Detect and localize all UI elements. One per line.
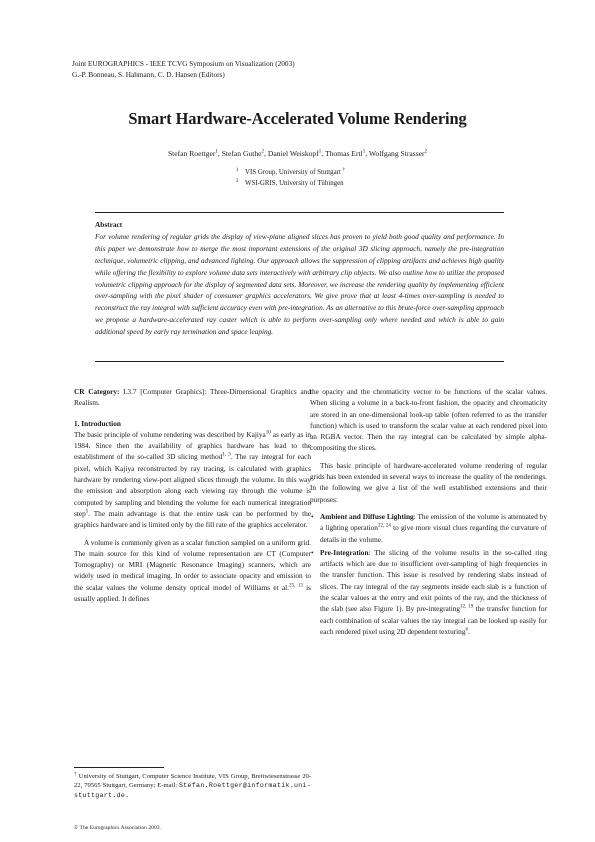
abstract-text: For volume rendering of regular grids the display of view-plane aligned slices has proven to yield both good quality and performance. In this paper we demonstrate how to merge the most important extensions of the original 3D slicing approach, namely the pre-integration technique, volumetric clipping, and advanced lighting. Our approach allows the suppression of clipping artifacts and achieves high quality while offering the flexibility to explore volume data sets interactively with arbitrary clip objects. We also outline how to utilize the proposed volumetric clipping approach for the display of segmented data sets. Moreover, we increase the rendering quality by implementing efficient over-sampling with the pixel shader of consumer graphics accelerators. We give prove that at least 4-times over-sampling is needed to reconstruct the ray integral with sufficient accuracy even with pre-integration. As an alternative to this brute-force over-sampling approach we propose a hardware-accelerated ray caster which is able to perform over-sampling only where needed and which is able to gain additional speed by early ray termination and space leaping. xyxy=(95,231,504,337)
author-affil-ref: 1 xyxy=(318,149,322,155)
author-sep: , xyxy=(264,149,268,158)
list-item-text: the transfer function for each combination of scalar values the ray integral can be looked up easily for each rendered pixel using 2D dependent texturing xyxy=(320,604,548,636)
author-sep: , xyxy=(321,149,325,158)
footnote-rule xyxy=(74,767,164,768)
footnote-text: University of Stuttgart, Computer Science Institute, VIS Group, Breitwiesenstrasse 20-22, 70565 Stuttgart, Germany; E-mail: xyxy=(74,773,312,790)
cr-category-label: CR Category: xyxy=(74,387,120,396)
abstract-heading: Abstract xyxy=(95,220,123,229)
abstract-top-rule xyxy=(95,212,504,213)
citation: 25, 13 xyxy=(288,583,303,589)
footnote xyxy=(74,772,311,800)
editors-line: G.-P. Bonneau, S. Hahmann, C. D. Hansen (Editors) xyxy=(72,70,225,79)
author-affil-ref: 2 xyxy=(261,149,265,155)
author-list xyxy=(0,149,595,158)
paragraph-text: . The main advantage is that the entire task can be performed by the graphics hardware and is limited only by the fill rate of the graphics accelerator. xyxy=(74,508,311,530)
affiliation-line: $^2$ WSI-GRIS, University of Tübingen xyxy=(236,178,344,187)
list-item-text: . xyxy=(467,626,470,636)
author-sep: , xyxy=(217,149,222,158)
footnote-mark: † xyxy=(74,771,77,777)
affiliation-footnote-mark: † xyxy=(342,167,346,173)
author-name: Thomas Ertl xyxy=(324,149,363,158)
cr-category xyxy=(74,386,311,409)
list-item-text: : The slicing of the volume results in the so-called ring artifacts which are due to insufficient over-sampling of high frequencies in the transfer function. This issue is resolved by rendering slabs instead of slices. The ray integral of the ray segments inside each slab is a function of the scalar values at the entry and exit points of the ray, and the thickness of the slab (see also Figure 1). By pre-integrating xyxy=(320,547,547,614)
author-name: Stefan Roettger xyxy=(167,149,216,158)
citation: 10 xyxy=(265,430,271,436)
author-affil-ref: 1 xyxy=(362,149,366,155)
citation: 5 xyxy=(85,509,89,515)
list-item-label: Pre-Integration xyxy=(320,547,369,557)
citation: 6 xyxy=(465,627,468,633)
affiliation-line: $^1$ VIS Group, University of Stuttgart † xyxy=(236,167,346,176)
paragraph xyxy=(74,429,311,531)
list-item xyxy=(320,511,547,545)
paragraph-text: . The ray integral for each pixel, which Kajiya reconstructed by ray tracing, is calculated with graphics hardware by rendering view-port aligned slices through the volume. In this way the emission and absorption along each viewing ray through the volume is computed by sampling and blending the volume for each numerical integration step xyxy=(74,452,311,518)
affiliations xyxy=(236,167,345,189)
author-sep: , xyxy=(365,149,369,158)
left-column xyxy=(74,386,311,604)
author-name: Daniel Weiskopf xyxy=(267,149,319,158)
abstract-block xyxy=(95,219,504,338)
list-item-label: Ambient and Diffuse Lighting xyxy=(320,511,414,521)
citation: 1, 3 xyxy=(222,453,231,459)
affiliation-text: VIS Group, University of Stuttgart xyxy=(245,169,341,176)
affiliation-text: WSI-GRIS, University of Tübingen xyxy=(245,180,344,187)
section-heading: 1. Introduction xyxy=(74,418,121,428)
conference-header xyxy=(72,58,295,80)
paragraph-text: is usually applied. It defines xyxy=(74,582,311,604)
author-name: Stefan Guthe xyxy=(221,149,262,158)
citation: 12, 19 xyxy=(460,604,474,610)
paragraph: This basic principle of hardware-accelerated volume rendering of regular grids has been extended in several ways to increase the quality of the renderings. In the following we give a list of the well established extensions and their purposes: xyxy=(310,460,547,504)
paragraph-text: A volume is commonly given as a scalar function sampled on a uniform grid. The main source for this kind of volume representation are CT (Computer Tomography) or MRI (Magnetic Resonance Imaging) scanners, which are widely used in medical imaging. In order to associate opacity and emission to the scalar values the volume density optical model of Williams et al. xyxy=(74,537,311,592)
paper-title: Smart Hardware-Accelerated Volume Rendering xyxy=(128,109,467,128)
paragraph xyxy=(74,537,311,605)
paragraph-text: as early as in 1984. Since then the availability of graphics hardware has lead to the establishment of the so-called 3D slicing method xyxy=(74,429,311,462)
paragraph: the opacity and the chromaticity vector to be functions of the scalar values. When slicing a volume in a back-to-front fashion, the opacity and chromaticity are stored in an one-dimensional look-up table (often referred to as the transfer function) which is used to transform the scalar value at each rendered pixel into an RGBA vector. Then the ray integral can be calculated by simple alpha-compositing the slices. xyxy=(310,387,547,453)
right-column xyxy=(310,386,547,639)
abstract-bottom-rule xyxy=(95,361,504,362)
author-name: Wolfgang Strasser xyxy=(368,149,425,158)
email-address: Stefan.Roettger@informatik.uni-stuttgart.de. xyxy=(74,782,311,799)
paragraph-text: The basic principle of volume rendering was described by Kajiya xyxy=(74,429,266,439)
citation: 22, 24 xyxy=(377,523,391,529)
list-item-text: to give more visual clues regarding the curvature of details in the volume. xyxy=(320,523,548,544)
list-item xyxy=(320,547,547,637)
list-item-text: : The emission of the volume is attenuated by a lighting operation xyxy=(320,511,547,533)
author-affil-ref: 1 xyxy=(215,149,218,155)
author-affil-ref: 2 xyxy=(424,149,428,155)
copyright-notice: © The Eurographics Association 2003. xyxy=(74,825,161,831)
conference-line: Joint EUROGRAPHICS - IEEE TCVG Symposium on Visualization (2003) xyxy=(72,59,295,68)
extension-list xyxy=(310,511,547,637)
cr-category-text: I.3.7 [Computer Graphics]: Three-Dimensional Graphics and Realism. xyxy=(74,387,311,408)
